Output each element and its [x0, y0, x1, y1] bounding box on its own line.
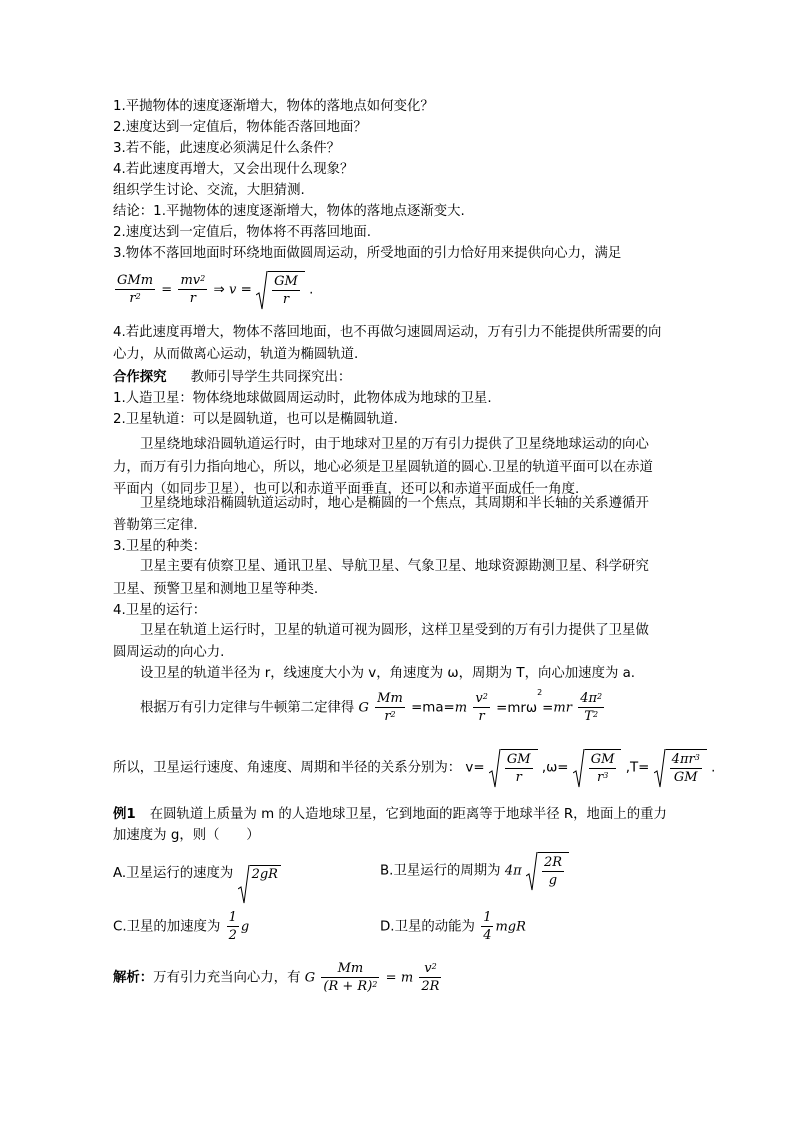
- para1-line2: 力，而万有引力指向地心，所以，地心必须是卫星圆轨道的圆心.卫星的轨道平面可以在赤道: [113, 460, 653, 475]
- para4-line1: 卫星在轨道上运行时，卫星的轨道可视为圆形，这样卫星受到的万有引力提供了卫星做: [140, 623, 649, 638]
- item-4: 4.卫星的运行：: [113, 603, 207, 618]
- option-a-text: A.卫星运行的速度为: [113, 866, 234, 881]
- law-text: 根据万有引力定律与牛顿第二定律得: [140, 700, 355, 716]
- para2-line2: 普勒第三定律.: [113, 518, 198, 533]
- para1-line1: 卫星绕地球沿圆轨道运行时，由于地球对卫星的万有引力提供了卫星绕地球运动的向心: [140, 437, 649, 452]
- so-text: 所以，卫星运行速度、角速度、周期和半径的关系分别为：: [113, 760, 462, 776]
- relations-formula: 所以，卫星运行速度、角速度、周期和半径的关系分别为： v= $\frac{GM}{r}$ ,ω= $\frac{GM}{r^3}$ ,T= $\frac{4\pi r^3}{GM}$ .: [113, 749, 715, 786]
- analysis-line: 解析：万有引力充当向心力，有 G $\frac{Mm}{(R + R)^2}$ = m $\frac{v^2}{2R}$: [113, 961, 440, 994]
- option-b: B.卫星运行的周期为 4π $\frac{2R}{g}$: [380, 852, 569, 889]
- option-a: A.卫星运行的速度为 2gR: [113, 862, 281, 882]
- option-b-text: B.卫星运行的周期为: [380, 863, 501, 879]
- conclusion-3: 3.物体不落回地面时环绕地面做圆周运动，所受地面的引力恰好用来提供向心力，满足: [113, 246, 622, 261]
- para3-line2: 卫星、预警卫星和测地卫星等种类.: [113, 582, 319, 597]
- coop-intro: 教师引导学生共同探究出：: [190, 370, 352, 385]
- analysis-label: 解析：: [113, 970, 154, 986]
- item-2: 2.卫星轨道：可以是圆轨道，也可以是椭圆轨道.: [113, 412, 398, 427]
- option-c: C.卫星的加速度为 $\frac{1}{2}$ g: [113, 910, 250, 943]
- option-c-text: C.卫星的加速度为: [113, 919, 221, 935]
- example-text1: 在圆轨道上质量为 m 的人造地球卫星，它到地面的距离等于地球半径 R，地面上的重力: [149, 807, 667, 822]
- question-2: 2.速度达到一定值后，物体能否落回地面？: [113, 120, 367, 135]
- para2-line1: 卫星绕地球沿椭圆轨道运动时，地心是椭圆的一个焦点，其周期和半长轴的关系遵循开: [140, 496, 649, 511]
- item-3: 3.卫星的种类：: [113, 539, 207, 554]
- conclusion-4-line1: 4.若此速度再增大，物体不落回地面，也不再做匀速圆周运动，万有引力不能提供所需要的向: [113, 325, 662, 340]
- coop-heading: [113, 368, 351, 388]
- option-d: D.卫星的动能为 $\frac{1}{4}$ mgR: [380, 910, 526, 943]
- question-3: 3.若不能，此速度必须满足什么条件？: [113, 141, 341, 156]
- conclusion-2: 2.速度达到一定值后，物体将不再落回地面.: [113, 225, 372, 240]
- para1-line3: 平面内（如同步卫星），也可以和赤道平面垂直，还可以和赤道平面成任一角度.: [113, 482, 580, 497]
- question-4: 4.若此速度再增大，又会出现什么现象？: [113, 162, 354, 177]
- para4-line2: 圆周运动的向心力.: [113, 645, 225, 660]
- assume-line: 设卫星的轨道半径为 r，线速度大小为 v，角速度为 ω，周期为 T，向心加速度为 a.: [140, 666, 636, 681]
- para3-line1: 卫星主要有侦察卫星、通讯卫星、导航卫星、气象卫星、地球资源勘测卫星、科学研究: [140, 559, 649, 574]
- question-1: 1.平抛物体的速度逐渐增大，物体的落地点如何变化？: [113, 99, 434, 114]
- example-line2: 加速度为 g，则（ ）: [113, 828, 260, 843]
- example-line1: [113, 805, 667, 825]
- item-1: 1.人造卫星：物体绕地球做圆周运动时，此物体成为地球的卫星.: [113, 391, 492, 406]
- example-label: 例1: [113, 807, 136, 822]
- formula-orbit-velocity: $\frac{\text{GMm}}{r^2}$ = $\frac{mv^2}{r}$ ⇒ v = $\frac{GM}{r}$ .: [117, 273, 314, 307]
- law-formula: 根据万有引力定律与牛顿第二定律得 G $\frac{Mm}{r^2}$ =ma=m $\frac{v^2}{r}$ =mrω$^2$=mr $\frac{4\pi^2}{T^2}$: [140, 688, 603, 724]
- conclusion-1: 结论：1.平抛物体的速度逐渐增大，物体的落地点逐渐变大.: [113, 204, 465, 219]
- conclusion-4-line2: 心力，从而做离心运动，轨道为椭圆轨道.: [113, 347, 359, 362]
- option-d-text: D.卫星的动能为: [380, 919, 475, 935]
- coop-title: 合作探究: [113, 370, 167, 385]
- analysis-text: 万有引力充当向心力，有: [153, 970, 301, 986]
- discuss-line: 组织学生讨论、交流，大胆猜测.: [113, 183, 305, 198]
